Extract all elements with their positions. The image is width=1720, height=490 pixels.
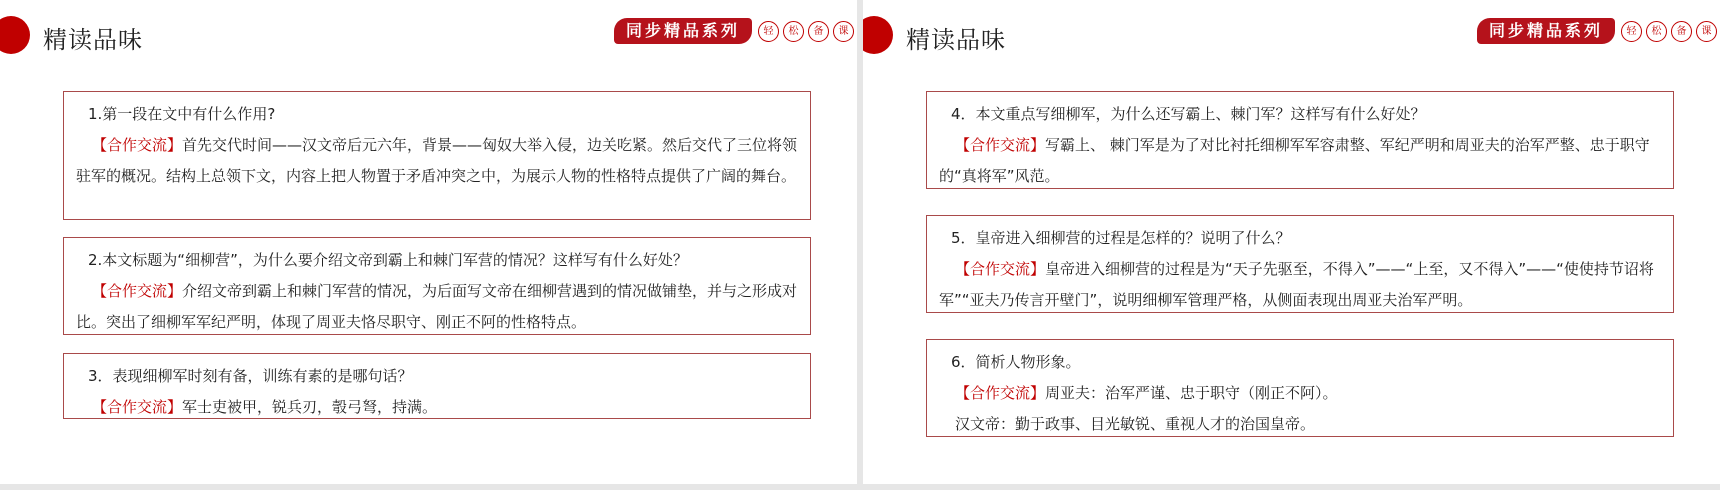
answer-body: 军士吏被甲，锐兵刃，彀弓弩，持满。: [182, 398, 438, 416]
qa-box-3: [63, 353, 811, 419]
answer-body: 写霸上、 棘门军是为了对比衬托细柳军军容肃整、军纪严明和周亚夫的治军严整、忠于职守的“真将军”风范。: [939, 136, 1650, 185]
answer-text: [76, 130, 798, 192]
seal-stamp: 备: [1671, 21, 1692, 42]
header-red-dot: [0, 16, 30, 54]
slide-left: [0, 0, 857, 484]
answer-text: [76, 276, 798, 338]
cooperation-tag: 【合作交流】: [955, 136, 1046, 154]
question-text: 2.本文标题为“细柳营”，为什么要介绍文帝到霸上和棘门军营的情况？这样写有什么好处？: [88, 251, 688, 269]
answer-body: 介绍文帝到霸上和棘门军营的情况，为后面写文帝在细柳营遇到的情况做铺垫，并与之形成对比。突出了细柳军军纪严明，体现了周亚夫恪尽职守、刚正不阿的性格特点。: [76, 282, 798, 331]
question-text: 6．简析人物形象。: [951, 353, 1081, 371]
answer-text: [939, 130, 1661, 192]
qa-box-6: [926, 339, 1674, 437]
extra-text: 汉文帝：勤于政事、目光敏锐、重视人才的治国皇帝。: [955, 415, 1316, 433]
answer-body: 首先交代时间——汉文帝后元六年，背景——匈奴大举入侵，边关吃紧。然后交代了三位将领驻军的概况。结构上总领下文，内容上把人物置于矛盾冲突之中，为展示人物的性格特点提供了广阔的舞台。: [76, 136, 798, 185]
answer-text: [76, 392, 798, 423]
brand-badge: 同步精品系列: [1477, 18, 1615, 44]
cooperation-tag: 【合作交流】: [955, 260, 1046, 278]
brand-badge: 同步精品系列: [614, 18, 752, 44]
answer-body: 周亚夫：治军严谨、忠于职守（刚正不阿）。: [1045, 384, 1338, 402]
qa-box-5: [926, 215, 1674, 313]
question-text: 5．皇帝进入细柳营的过程是怎样的？说明了什么？: [951, 229, 1291, 247]
seal-stamp: 轻: [758, 21, 779, 42]
question-text: 4．本文重点写细柳军，为什么还写霸上、棘门军？这样写有什么好处？: [951, 105, 1426, 123]
qa-box-4: [926, 91, 1674, 189]
brand-seals: [758, 21, 854, 42]
question-text: 3．表现细柳军时刻有备，训练有素的是哪句话？: [88, 367, 413, 385]
seal-stamp: 轻: [1621, 21, 1642, 42]
cooperation-tag: 【合作交流】: [955, 384, 1046, 402]
answer-text: [939, 254, 1661, 316]
seal-stamp: 松: [783, 21, 804, 42]
answer-body: 皇帝进入细柳营的过程是为“天子先驱至，不得入”——“上至，又不得入”——“使使持节诏将军”“亚夫乃传言开壁门”，说明细柳军管理严格，从侧面表现出周亚夫治军严明。: [939, 260, 1654, 309]
cooperation-tag: 【合作交流】: [92, 136, 183, 154]
seal-stamp: 课: [833, 21, 854, 42]
seal-stamp: 备: [808, 21, 829, 42]
cooperation-tag: 【合作交流】: [92, 282, 183, 300]
answer-text: [939, 378, 1661, 409]
brand-seals: [1621, 21, 1717, 42]
slide-title: 精读品味: [43, 26, 143, 54]
qa-box-1: [63, 91, 811, 220]
slide-right: [863, 0, 1720, 484]
qa-box-2: [63, 237, 811, 335]
slide-title: 精读品味: [906, 26, 1006, 54]
seal-stamp: 课: [1696, 21, 1717, 42]
question-text: 1.第一段在文中有什么作用?: [88, 105, 276, 123]
cooperation-tag: 【合作交流】: [92, 398, 183, 416]
seal-stamp: 松: [1646, 21, 1667, 42]
header-red-dot: [863, 16, 893, 54]
